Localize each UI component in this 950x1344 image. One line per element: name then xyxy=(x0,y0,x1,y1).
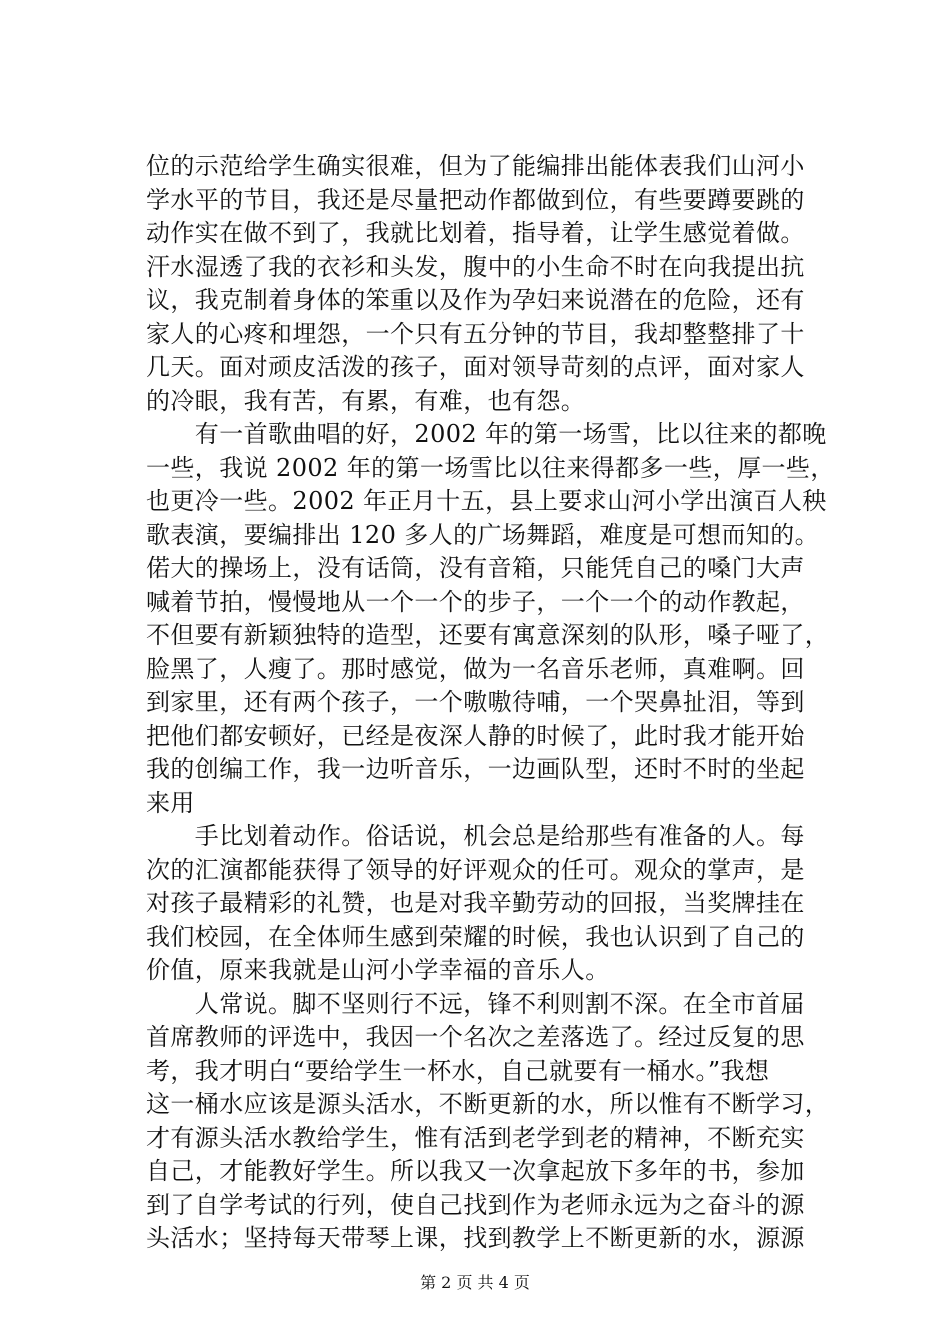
page-footer: 第 2 页 共 4 页 xyxy=(420,1273,530,1292)
paragraph-4: 人常说。脚不坚则行不远，锋不利则割不深。在全市首届 首席教师的评选中，我因一个名次之差落选了。经过反复的思 考，我才明白“要给学生一杯水，自己就要有一桶水。”我想 这一桶水应该是源头活水，不断更新的水，所以惟有不断学习， 才有源头活水教给学生，惟有活到老学到老的精神，不断充实 自己，才能教好学生。所以我又一次拿起放下多年的书，参加 到了自学考试的行列，使自己找到作为老师永远为之奋斗的源 头活水；坚持每天带琴上课，找到教学上不断更新的水，源源 xyxy=(146,989,830,1252)
paragraph-3: 手比划着动作。俗话说，机会总是给那些有准备的人。每 次的汇演都能获得了领导的好评观众的任可。观众的掌声，是 对孩子最精彩的礼赞，也是对我辛勤劳动的回报，当奖牌挂在 我们校园，在全体师生感到荣耀的时候，我也认识到了自己的 价值，原来我就是山河小学幸福的音乐人。 xyxy=(146,822,805,984)
paragraph-2: 有一首歌曲唱的好，2002 年的第一场雪，比以往来的都晚 一些，我说 2002 年的第一场雪比以往来得都多一些，厚一些， 也更冷一些。2002 年正月十五，县上要求山河小学出演百人秧 歌表演，要编排出 120 多人的广场舞蹈，难度是可想而知的。 偌大的操场上，没有话筒，没有音箱，只能凭自己的嗓门大声 喊着节拍，慢慢地从一个一个的步子，一个一个的动作教起， 不但要有新颖独特的造型，还要有寓意深刻的队形，嗓子哑了， 脸黑了，人瘦了。那时感觉，做为一名音乐老师，真难啊。回 到家里，还有两个孩子，一个嗷嗷待哺，一个哭鼻扯泪，等到 把他们都安顿好，已经是夜深人静的时候了，此时我才能开始 我的创编工作，我一边听音乐，一边画队型，还时不时的坐起 来用 xyxy=(146,420,835,817)
document-body xyxy=(146,150,836,1256)
paragraph-1: 位的示范给学生确实很难，但为了能编排出能体表我们山河小 学水平的节目，我还是尽量把动作都做到位，有些要蹲要跳的 动作实在做不到了，我就比划着，指导着，让学生感觉着做。 汗水湿透了我的衣衫和头发，腹中的小生命不时在向我提出抗 议，我克制着身体的笨重以及作为孕妇来说潜在的危险，还有 家人的心疼和埋怨，一个只有五分钟的节目，我却整整排了十 几天。面对顽皮活泼的孩子，面对领导苛刻的点评，面对家人 的冷眼，我有苦，有累，有难，也有怨。 xyxy=(146,152,805,415)
